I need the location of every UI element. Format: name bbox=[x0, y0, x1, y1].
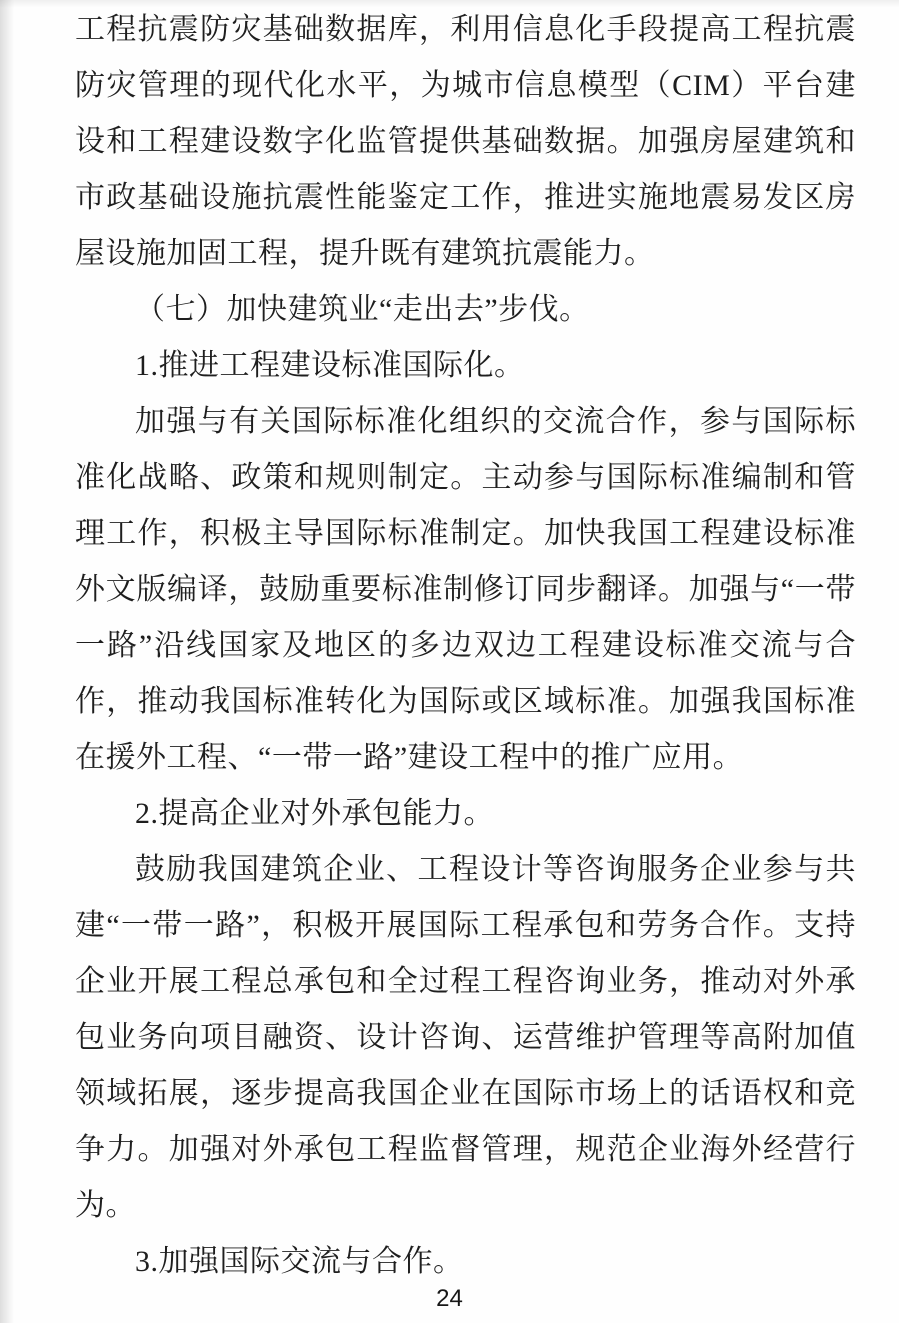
paragraph: 鼓励我国建筑企业、工程设计等咨询服务企业参与共建“一带一路”，积极开展国际工程承包和劳务合作。支持企业开展工程总承包和全过程工程咨询业务，推动对外承包业务向项目融资、设计咨询、运营维护管理等高附加值领域拓展，逐步提高我国企业在国际市场上的话语权和竞争力。加强对外承包工程监督管理，规范企业海外经营行为。 bbox=[75, 853, 856, 1222]
numbered-heading: 1.推进工程建设标准国际化。 bbox=[135, 349, 525, 382]
page-number: 24 bbox=[436, 1285, 463, 1312]
paragraph: 加强与有关国际标准化组织的交流合作，参与国际标准化战略、政策和规则制定。主动参与国际标准编制和管理工作，积极主导国际标准制定。加快我国工程建设标准外文版编译，鼓励重要标准制修订同步翻译。加强与“一带一路”沿线国家及地区的多边双边工程建设标准交流与合作，推动我国标准转化为国际或区域标准。加强我国标准在援外工程、“一带一路”建设工程中的推广应用。 bbox=[75, 405, 856, 774]
numbered-heading: 3.加强国际交流与合作。 bbox=[135, 1245, 464, 1278]
section-heading: （七）加快建筑业“走出去”步伐。 bbox=[135, 293, 590, 326]
paragraph-continued: 工程抗震防灾基础数据库，利用信息化手段提高工程抗震防灾管理的现代化水平，为城市信息模型（CIM）平台建设和工程建设数字化监管提供基础数据。加强房屋建筑和市政基础设施抗震性能鉴定工作，推进实施地震易发区房屋设施加固工程，提升既有建筑抗震能力。 bbox=[75, 13, 856, 270]
numbered-heading: 2.提高企业对外承包能力。 bbox=[135, 797, 494, 830]
document-body bbox=[75, 2, 856, 1290]
